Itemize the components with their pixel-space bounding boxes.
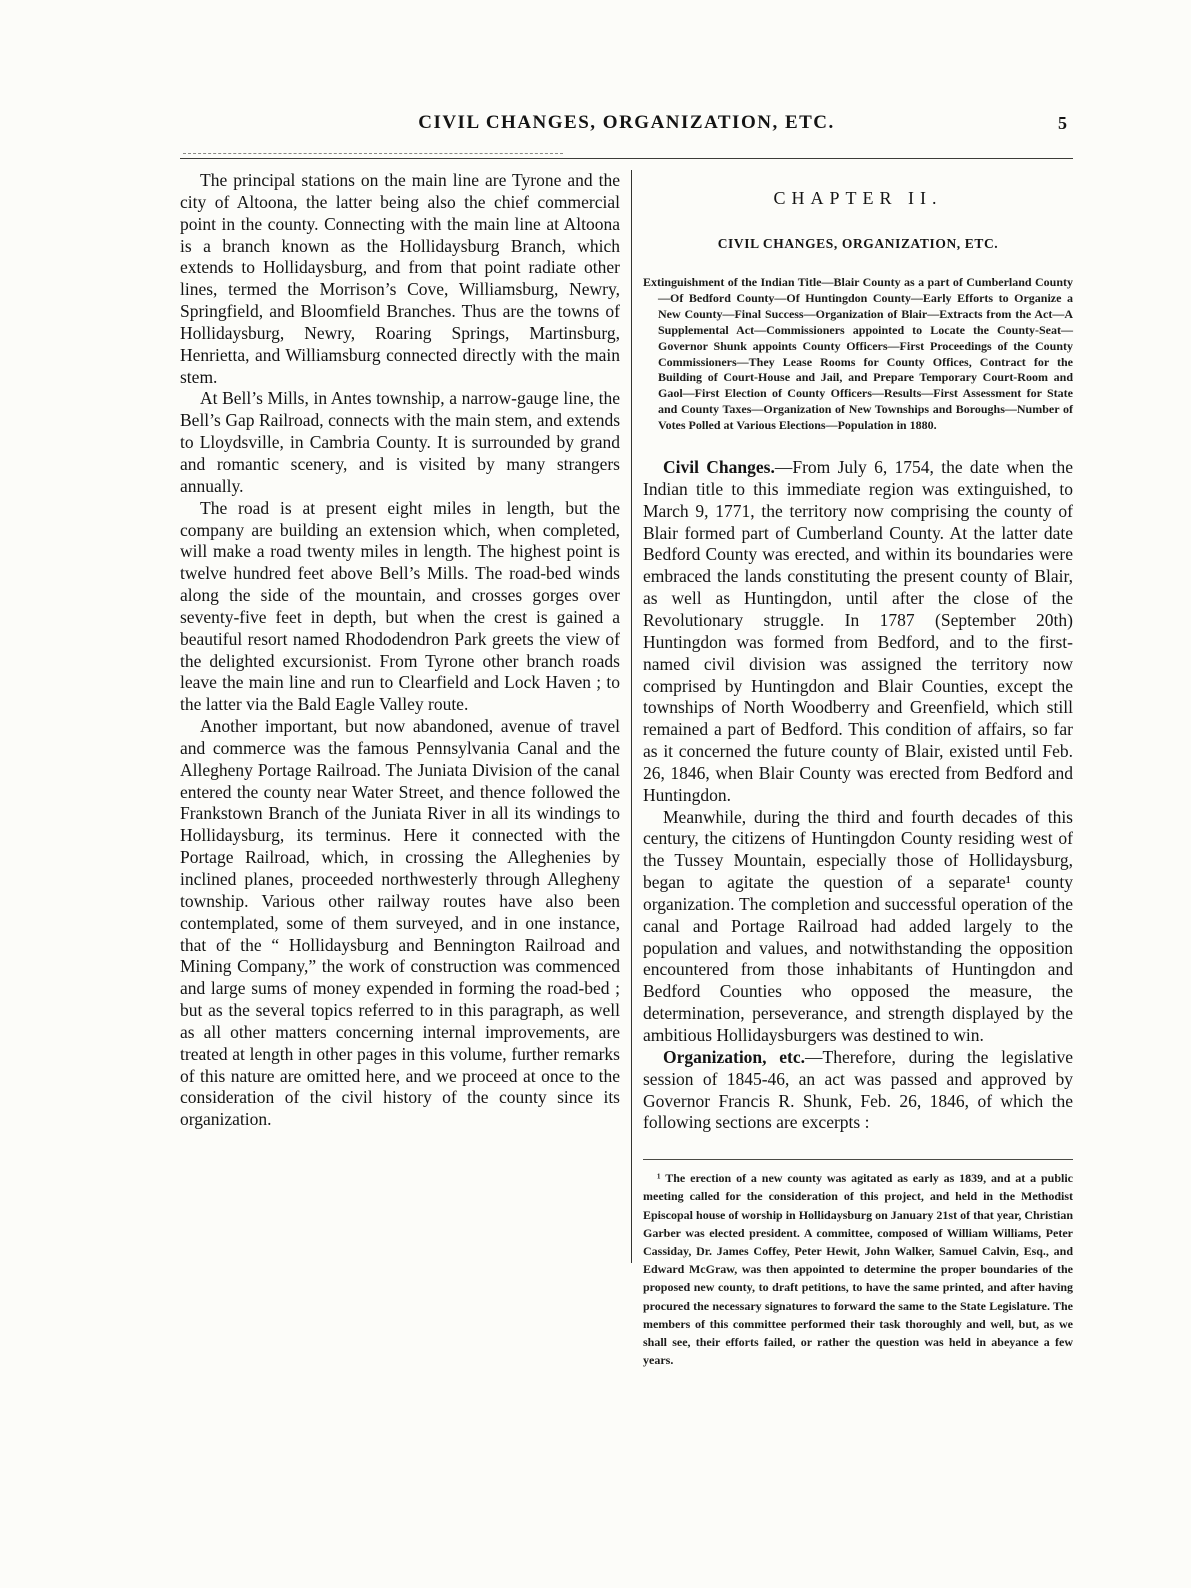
footnote: ¹ The erection of a new county was agitated as early as 1839, and at a public meeting called for the consideration of this project, and held in the Methodist Episcopal house of worship in Hollidaysburg on January 21st of that year, Christian Garber was elected president. A committee, composed of William Williams, Peter Cassiday, Dr. James Coffey, Peter Hewit, John Walker, Samuel Calvin, Esq., and Edward McGraw, was then appointed to determine the proper boundaries of the proposed new county, to draft petitions, to have the same printed, and after having procured the necessary signatures to forward the same to the State Legislature. The members of this committee performed their task thoroughly and well, but, as we shall see, their efforts failed, or rather the question was held in abeyance a few years.: [643, 1171, 1073, 1368]
page-title: CIVIL CHANGES, ORGANIZATION, ETC.: [418, 112, 835, 133]
paragraph-text: —Therefore, during the legislative session of 1845-46, an act was passed and approved by Governor Francis R. Shunk, Feb. 26, 1846, of which the following sections are excerpts :: [643, 1046, 1073, 1133]
two-column-body: [180, 170, 1073, 1369]
header-rule: [180, 158, 1073, 159]
chapter-heading: CHAPTER II.: [773, 188, 943, 208]
right-column: [643, 170, 1073, 1369]
paragraph-text: Meanwhile, during the third and fourth decades of this century, the citizens of Huntingdon County residing west of the Tussey Mountain, especially those of Hollidaysburg, began to agitate the question of a separate¹ county organization. The completion and successful operation of the canal and Portage Railroad had added largely to the population and values, and notwithstanding the opposition encountered from those inhabitants of Huntingdon and Bedford Counties who opposed the measure, the determination, perseverance, and strength displayed by the ambitious Hollidaysburgers was destined to win.: [643, 806, 1073, 1045]
section-heading: CIVIL CHANGES, ORGANIZATION, ETC.: [717, 236, 999, 251]
left-column: [180, 170, 620, 1369]
paragraph-lead: Organization, etc.: [663, 1046, 805, 1067]
header-rule-fragment: [183, 153, 563, 154]
paragraph: [643, 1047, 1073, 1134]
column-divider: [631, 170, 632, 1263]
paragraph-text: —From July 6, 1754, the date when the Indian title to this immediate region was extinguished, to March 9, 1771, the territory now comprising the county of Blair formed part of Cumberland County. At the latter date Bedford County was erected, and within its boundaries were embraced the lands constituting the present county of Blair, as well as Huntingdon, until after the close of the Revolutionary struggle. In 1787 (September 20th) Huntingdon was formed from Bedford, and to the first-named civil division was assigned the territory now comprised by Huntingdon and Blair Counties, except the townships of North Woodberry and Greenfield, which still remained a part of Bedford. This condition of affairs, so far as it concerned the future county of Blair, existed until Feb. 26, 1846, when Blair County was erected from Bedford and Huntingdon.: [643, 457, 1074, 805]
page-number: 5: [1058, 113, 1067, 133]
paragraph: At Bell’s Mills, in Antes township, a narrow-gauge line, the Bell’s Gap Railroad, connects with the main stem, and extends to Lloydsville, in Cambria County. It is surrounded by grand and romantic scenery, and is visited by many strangers annually.: [180, 388, 620, 496]
chapter-synopsis: Extinguishment of the Indian Title—Blair County as a part of Cumberland County—Of Bedford County—Of Huntingdon County—Early Efforts to Organize a New County—Final Success—Organization of Blair—Extracts from the Act—A Supplemental Act—Commissioners appointed to Locate the County-Seat—Governor Shunk appoints County Officers—First Proceedings of the County Commissioners—They Lease Rooms for County Offices, Contract for the Building of Court-House and Jail, and Prepare Temporary Court-Room and Gaol—First Election of County Officers—Results—First Assessment for State and County Taxes—Organization of New Townships and Boroughs—Number of Votes Polled at Various Elections—Population in 1880.: [643, 275, 1073, 433]
footnote-section: [643, 1159, 1073, 1369]
paragraph: Another important, but now abandoned, avenue of travel and commerce was the famous Pennsylvania Canal and the Allegheny Portage Railroad. The Juniata Division of the canal entered the county near Water Street, and thence followed the Frankstown Branch of the Juniata River in all its windings to Hollidaysburg, its terminus. Here it connected with the Portage Railroad, which, in crossing the Alleghenies by inclined planes, proceeded northwesterly through Allegheny township. Various other railway routes have also been contemplated, some of them surveyed, and in one instance, that of the “ Hollidaysburg and Bennington Railroad and Mining Company,” the work of construction was commenced and large sums of money expended in forming the road-bed ; but as the several topics referred to in this paragraph, as well as all other matters concerning internal improvements, are treated at length in other pages in this volume, further remarks of this nature are omitted here, and we proceed at once to the consideration of the civil history of the county since its organization.: [180, 716, 620, 1130]
paragraph: [643, 807, 1073, 1047]
paragraph: The principal stations on the main line are Tyrone and the city of Altoona, the latter being also the chief commercial point in the county. Connecting with the main line at Altoona is a branch known as the Hollidaysburg Branch, which extends to Hollidaysburg, and from that point radiate other lines, termed the Morrison’s Cove, Williamsburg, Newry, Springfield, and Bloomfield Branches. Thus are the towns of Hollidaysburg, Newry, Roaring Springs, Martinsburg, Henrietta, and Williamsburg connected directly with the main stem.: [180, 170, 620, 387]
paragraph-lead: Civil Changes.: [663, 457, 775, 478]
paragraph: [643, 457, 1073, 807]
running-head: [180, 112, 1073, 142]
paragraph: The road is at present eight miles in length, but the company are building an extension which, when completed, will make a road twenty miles in length. The highest point is twelve hundred feet above Bell’s Mills. The road-bed winds along the side of the mountain, and crosses gorges over seventy-five feet in depth, but when the crest is gained a beautiful resort named Rhododendron Park greets the view of the delighted excursionist. From Tyrone other branch roads leave the main line and run to Clearfield and Lock Haven ; to the latter via the Bald Eagle Valley route.: [180, 497, 620, 715]
